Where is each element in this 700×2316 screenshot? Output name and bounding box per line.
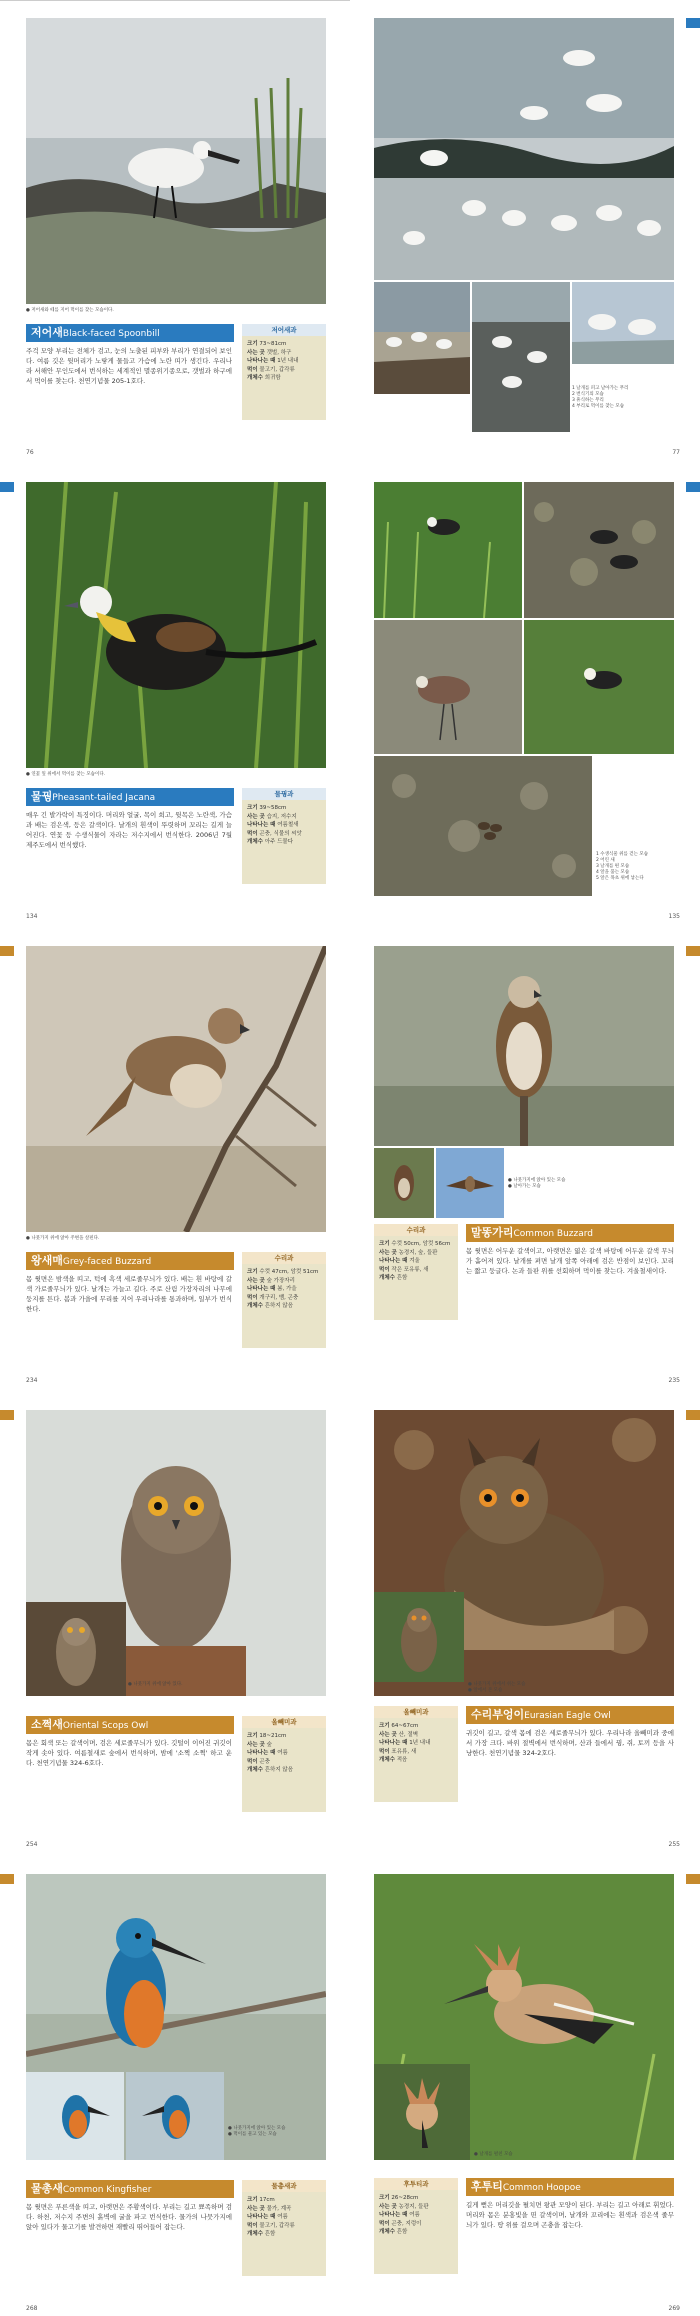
page-268 [0,1856,350,2316]
info-row [247,1285,321,1294]
page-number: 134 [26,913,38,920]
info-row-value: 흔하지 않음 [264,1303,294,1309]
info-row [247,1766,321,1775]
species-info-box [242,1716,326,1812]
photo-common-buzzard-perched [374,1148,434,1218]
photo-caption: 1 날개를 펴고 날아가는 무리 2 번식기의 모습 3 휴식하는 무리 4 부리로 먹이를 찾는 모습 [572,386,629,409]
info-row [379,1240,453,1249]
page-top-line [0,0,350,1]
page-number: 268 [26,2305,38,2312]
page-number: 76 [26,449,34,456]
page-254 [0,1392,350,1852]
page-number: 254 [26,1841,38,1848]
photo-caption: ● 나뭇가지 위에서 쉬는 모습 ● 앞에서 본 모습 [468,1682,526,1693]
section-tab [0,1874,14,1884]
info-rows [242,800,326,851]
photo-spoonbill-4 [572,282,674,364]
info-row-value: 갯벌, 하구 [266,349,292,356]
species-description: 몸 윗면은 어두운 갈색이고, 아랫면은 엷은 갈색 바탕에 어두운 갈색 무늬가 흩어져 있다. 날개를 펴면 날개 앞쪽 아래에 검은 반점이 보인다. 꼬리는 짧고 둥글다. 논과 들판 위를 선회하며 먹이를 찾는다. 겨울철새이다. [466,1247,674,1275]
info-row-key: 크기 [247,1733,258,1739]
info-row-key: 사는 곳 [379,1731,397,1738]
info-row-value: 농경지, 들판 [398,2203,429,2210]
section-tab [686,1874,700,1884]
info-row [247,1294,321,1303]
info-row [247,1758,321,1767]
info-row-key: 사는 곳 [379,1249,397,1256]
info-row-value: 여름철새 [277,822,299,828]
photo-spoonbill-flock [374,18,674,280]
info-row-key: 크기 [247,341,258,347]
info-row-key: 먹이 [379,1748,390,1755]
info-rows [242,336,326,387]
info-row-value: 습지, 저수지 [266,813,297,820]
info-row [247,1277,321,1286]
page-134 [0,464,350,924]
page-76 [0,0,350,460]
info-row-value: 여름 [409,2212,420,2218]
spread-kingfisher-hoopoe [0,1856,700,2316]
page-255 [350,1392,700,1852]
info-row [379,1266,453,1275]
info-row-key: 나타나는 때 [247,358,276,364]
photo-jacana-1 [374,482,522,618]
info-row-value: 곤충 [259,1758,271,1765]
info-row [379,1739,453,1748]
info-row-value: 숲 가장자리 [266,1277,295,1284]
species-info-box [242,2180,326,2276]
photo-caption: ● 연꽃 잎 위에서 먹이를 찾는 모습이다. [26,772,106,777]
info-row [247,340,321,349]
info-row-key: 나타나는 때 [379,1740,408,1746]
section-tab [0,482,14,492]
section-tab [686,1410,700,1420]
info-row [247,1302,321,1311]
info-row [247,2205,321,2214]
info-family: 물꿩과 [242,788,326,800]
info-row [247,357,321,366]
info-row-key: 사는 곳 [379,2203,397,2210]
info-row [247,366,321,375]
info-row [379,2194,453,2203]
info-row-value: 흔함 [396,1275,408,1281]
species-name-ko: 왕새매 [31,1254,63,1267]
species-name-en: Black-faced Spoonbill [62,329,160,339]
info-family: 수리과 [242,1252,326,1264]
info-row-key: 나타나는 때 [247,2214,276,2220]
info-row-value: 물고기, 갑각류 [259,366,295,373]
info-family: 수리과 [374,1224,458,1236]
info-row-value: 농경지, 숲, 들판 [398,1249,438,1256]
info-row-value: 적음 [396,1757,408,1763]
species-title [466,1224,674,1242]
photo-hoopoe-inset [374,2064,470,2160]
species-name-ko: 물꿩 [31,790,53,803]
info-row [379,1274,453,1283]
species-name-en: Common Kingfisher [62,2185,152,2195]
page-number: 235 [668,1377,680,1384]
info-row [247,813,321,822]
info-row-value: 흔하지 않음 [264,1767,294,1773]
photo-caption: ● 저어새와 떼를 지어 먹이를 찾는 모습이다. [26,308,114,313]
species-info-box [374,1706,458,1802]
info-row [379,2203,453,2212]
info-rows [374,2190,458,2241]
species-name-ko: 저어새 [31,326,63,339]
species-name-en: Common Buzzard [513,1229,594,1239]
info-row-value: 산, 절벽 [398,1731,419,1738]
info-row-key: 나타나는 때 [379,2212,408,2218]
info-row-value: 39~58cm [259,805,287,811]
info-row-value: 64~67cm [391,1723,419,1729]
species-description: 몸 윗면은 푸른색을 띠고, 아랫면은 주황색이다. 부리는 길고 뾰족하며 검다. 하천, 저수지 주변의 흙벽에 굴을 파고 번식한다. 물가의 나뭇가지에 앉아 있다가 물고기를 발견하면 재빨리 뛰어들어 잡는다. [26,2203,232,2231]
info-rows [242,1728,326,1779]
spread-buzzards [0,928,700,1388]
species-description: 길게 뻗은 머리깃을 펼치면 왕관 모양이 된다. 부리는 길고 아래로 휘었다. 머리와 몸은 분홍빛을 띤 갈색이며, 날개와 꼬리에는 흰색과 검은색 줄무늬가 있다. 땅 위를 걸으며 곤충을 잡는다. [466,2201,674,2229]
info-row [247,2213,321,2222]
info-row [247,830,321,839]
info-row-key: 개체수 [247,839,263,845]
info-row-key: 개체수 [247,375,263,381]
photo-caption: ● 날개를 펼친 모습 [474,2152,513,2157]
info-rows [374,1718,458,1769]
page-number: 77 [672,449,680,456]
info-row [247,2222,321,2231]
info-row-key: 개체수 [247,1767,263,1773]
info-row-key: 먹이 [379,2220,390,2227]
info-row-key: 크기 [379,2195,390,2201]
photo-kingfisher-inset-1 [26,2072,124,2160]
photo-eagle-owl-inset [374,1592,464,1682]
info-row-value: 포유류, 새 [391,1748,417,1755]
page-269 [350,1856,700,2316]
species-description: 몸은 회색 또는 갈색이며, 검은 세로줄무늬가 있다. 깃털이 이어진 귀깃이 작게 솟아 있다. 여름철새로 숲에서 번식하며, 밤에 '소쩍 소쩍' 하고 운다. 천연기념물 324-6호다. [26,1739,232,1767]
info-row-value: 1년 내내 [409,1740,431,1746]
info-row-key: 크기 [379,1241,390,1247]
info-row-value: 26~28cm [391,2195,419,2201]
info-row-value: 17cm [259,2197,275,2203]
info-row-value: 물가, 계곡 [266,2205,292,2212]
info-row-key: 크기 [247,2197,258,2203]
info-row [247,2196,321,2205]
species-title [26,324,234,342]
info-row-key: 나타나는 때 [247,1750,276,1756]
info-row [247,349,321,358]
species-name-en: Grey-faced Buzzard [62,1257,152,1267]
info-row-value: 흔함 [396,2229,408,2235]
species-title [26,1716,234,1734]
photo-caption: ● 나뭇가지에 앉아 있는 모습 ● 먹이를 물고 있는 모습 [228,2126,286,2137]
photo-grey-faced-buzzard [26,946,326,1232]
species-info-box [374,2178,458,2274]
page-234 [0,928,350,1388]
info-rows [374,1236,458,1287]
species-description: 몸 윗면은 밤색을 띠고, 턱에 흑색 세로줄무늬가 있다. 배는 흰 바탕에 갈색 가로줄무늬가 있다. 날개는 가늘고 길다. 주로 산림 가장자리의 나무에 둥지를 튼다. 봄과 가을에 무리를 지어 우리나라를 통과하며, 일부가 번식한다. [26,1275,232,1313]
photo-common-buzzard-main [374,946,674,1146]
info-row-value: 봄, 가을 [277,1286,297,1292]
info-row-value: 희귀함 [264,375,281,381]
info-row-value: 73~81cm [259,341,287,347]
info-row-value: 숲 [266,1741,272,1748]
photo-caption: ● 나뭇가지 위에 앉아 주변을 살핀다. [26,1236,100,1241]
photo-spoonbill-2 [374,282,470,394]
page-number: 135 [668,913,680,920]
info-row-key: 나타나는 때 [247,822,276,828]
species-description: 주걱 모양 부리는 전체가 검고, 눈의 노출된 피부와 부리가 연결되어 보인다. 여름 깃은 뒷머리가 노랗게 물들고 가슴에 노란 띠가 생긴다. 우리나라 서해안 무인도에서 번식하는 세계적인 멸종위기종으로, 갯벌과 하구에서 먹이를 찾는다. 천연기념물 205-1호다. [26,347,232,385]
species-info-box [242,788,326,884]
photo-common-buzzard-flying [436,1148,504,1218]
info-rows [242,2192,326,2243]
info-row [379,1756,453,1765]
info-row-key: 나타나는 때 [379,1258,408,1264]
info-row [247,1749,321,1758]
species-title [466,2178,674,2196]
info-row-key: 사는 곳 [247,349,265,356]
photo-kingfisher-inset-2 [126,2072,224,2160]
spread-owls [0,1392,700,1852]
page-77 [350,0,700,460]
info-row-key: 사는 곳 [247,1741,265,1748]
photo-jacana-main [26,482,326,768]
info-row-value: 여름 [277,2214,288,2220]
species-description: 귀깃이 길고, 갈색 몸에 검은 세로줄무늬가 있다. 우리나라 올빼미과 중에서 가장 크다. 바위 절벽에서 번식하며, 산과 들에서 꿩, 쥐, 토끼 등을 사냥한다. 천연기념물 324-2호다. [466,1729,674,1757]
info-row-key: 먹이 [247,830,258,837]
info-family: 올빼미과 [374,1706,458,1718]
info-family: 물총새과 [242,2180,326,2192]
info-row-value: 여름 [277,1750,288,1756]
section-tab [686,482,700,492]
spread-spoonbill [0,0,700,460]
info-family: 저어새과 [242,324,326,336]
info-row-key: 개체수 [247,2231,263,2237]
photo-caption: ● 나뭇가지 위에 앉아 있다. [128,1682,183,1687]
info-row-value: 수컷 50cm, 암컷 56cm [391,1241,451,1247]
page-135 [350,464,700,924]
species-name-en: Eurasian Eagle Owl [524,1711,611,1721]
info-row [247,2230,321,2239]
info-row [247,374,321,383]
info-row-key: 개체수 [379,2229,395,2235]
spread-jacana [0,464,700,924]
species-title [466,1706,674,1724]
info-row-key: 사는 곳 [247,813,265,820]
info-row [247,1741,321,1750]
section-tab [686,18,700,28]
info-row [247,1268,321,1277]
photo-scops-owl-inset [26,1602,126,1696]
info-row-key: 크기 [247,805,258,811]
info-row-key: 개체수 [379,1275,395,1281]
page-number: 255 [668,1841,680,1848]
info-row-value: 아주 드물다 [264,839,294,845]
species-name-ko: 말똥가리 [471,1226,514,1239]
info-row-key: 먹이 [247,366,258,373]
info-row [379,2211,453,2220]
info-row-key: 먹이 [247,1294,258,1301]
species-name-ko: 수리부엉이 [471,1708,525,1721]
info-row-key: 개체수 [247,1303,263,1309]
info-rows [242,1264,326,1315]
info-row-value: 개구리, 뱀, 곤충 [259,1294,299,1301]
info-row-key: 먹이 [247,2222,258,2229]
section-tab [0,946,14,956]
photo-jacana-2 [524,482,674,618]
photo-jacana-5 [374,756,592,896]
info-row [379,1731,453,1740]
info-row-key: 먹이 [247,1758,258,1765]
photo-jacana-3 [374,620,522,754]
info-row [247,838,321,847]
info-row [247,804,321,813]
info-row-value: 곤충, 식물의 씨앗 [259,830,302,837]
info-family: 후투티과 [374,2178,458,2190]
species-description: 매우 긴 발가락이 특징이다. 머리와 얼굴, 목이 희고, 뒷목은 노란색, 가슴과 배는 검은색, 등은 갈색이다. 날개의 흰색이 뚜렷하며 꼬리는 길게 늘어진다. 연꽃 등 수생식물이 자라는 저수지에서 번식한다. 2006년 7월 제주도에서 번식했다. [26,811,232,849]
page-number: 269 [668,2305,680,2312]
info-row [247,821,321,830]
photo-caption: ● 나뭇가지에 앉아 있는 모습 ● 날아가는 모습 [508,1178,566,1189]
info-row-value: 물고기, 갑각류 [259,2222,295,2229]
page-235 [350,928,700,1388]
info-row [379,2220,453,2229]
section-tab [0,1410,14,1420]
info-row-key: 크기 [247,1269,258,1275]
info-row-key: 개체수 [379,1757,395,1763]
info-row-key: 나타나는 때 [247,1286,276,1292]
species-name-en: Common Hoopoe [502,2183,581,2193]
info-row-value: 작은 포유류, 새 [391,1266,429,1273]
info-row-key: 먹이 [379,1266,390,1273]
info-row-key: 사는 곳 [247,2205,265,2212]
info-row-value: 곤충, 지렁이 [391,2220,422,2227]
info-row [379,2228,453,2237]
info-row [247,1732,321,1741]
species-name-ko: 물총새 [31,2182,63,2195]
species-name-ko: 소쩍새 [31,1718,63,1731]
species-title [26,2180,234,2198]
info-row [379,1748,453,1757]
species-info-box [242,1252,326,1348]
info-row-key: 사는 곳 [247,1277,265,1284]
species-title [26,788,234,806]
info-row [379,1722,453,1731]
info-row-value: 1년 내내 [277,358,299,364]
page-number: 234 [26,1377,38,1384]
photo-caption: 1 수생식물 위를 걷는 모습 2 어린 새 3 날개를 편 모습 4 알을 품는 모습 5 알은 목초 위에 낳는다 [596,852,649,881]
info-row-value: 18~21cm [259,1733,287,1739]
species-name-ko: 후투티 [471,2180,503,2193]
species-name-en: Pheasant-tailed Jacana [52,793,156,803]
info-row [379,1249,453,1258]
info-row-value: 겨울 [409,1258,420,1264]
info-row-value: 흔함 [264,2231,276,2237]
species-title [26,1252,234,1270]
photo-spoonbill-3 [472,282,570,432]
info-row-value: 수컷 47cm, 암컷 51cm [259,1269,319,1275]
info-row-key: 크기 [379,1723,390,1729]
section-tab [686,946,700,956]
species-info-box [374,1224,458,1320]
info-family: 올빼미과 [242,1716,326,1728]
species-info-box [242,324,326,420]
photo-jacana-4 [524,620,674,754]
photo-spoonbill-main [26,18,326,304]
info-row [379,1257,453,1266]
species-name-en: Oriental Scops Owl [62,1721,149,1731]
